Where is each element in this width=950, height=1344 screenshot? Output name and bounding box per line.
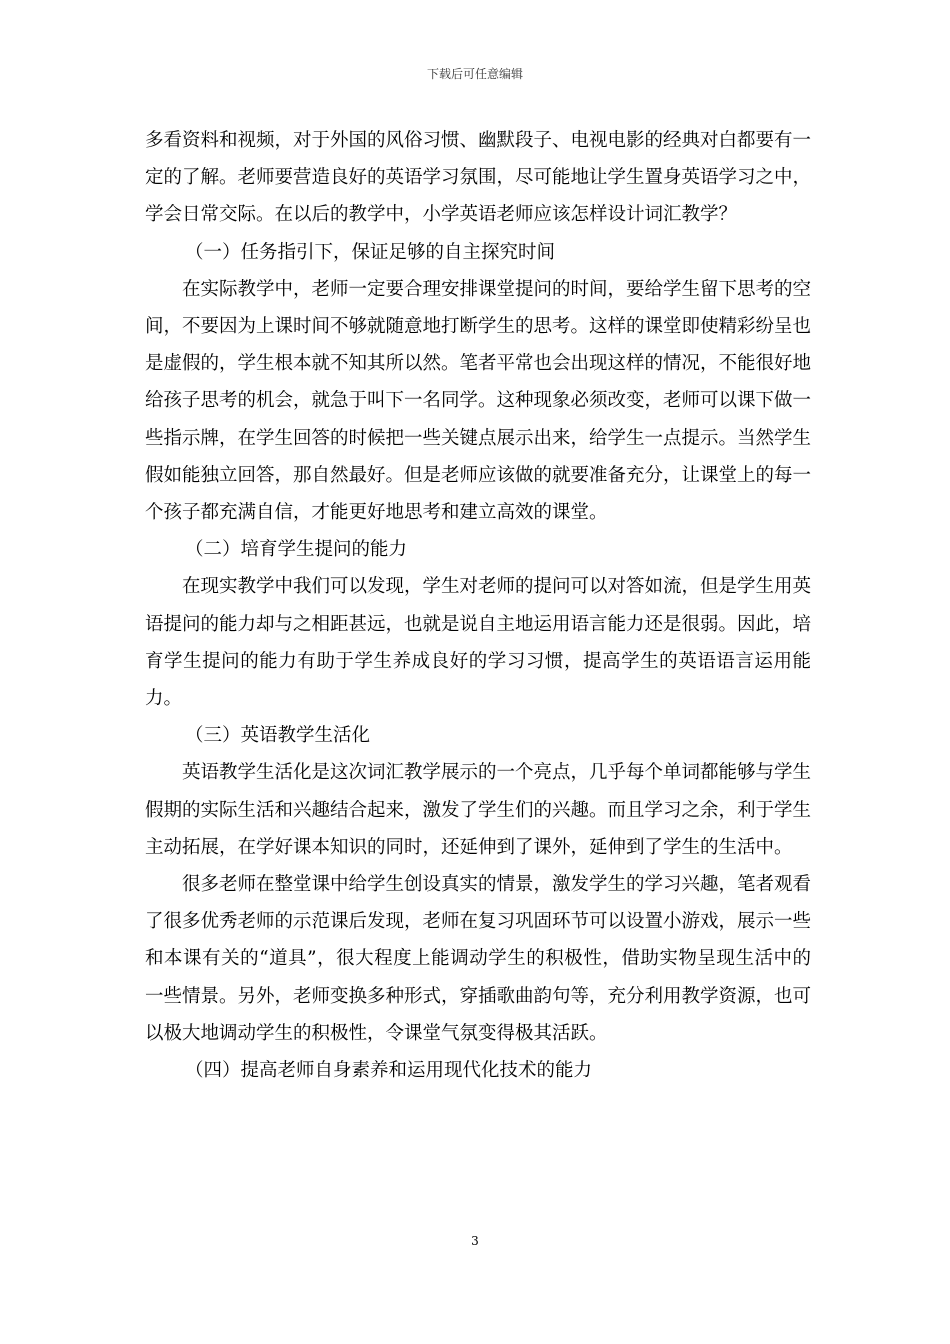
section-heading-4: （四）提高老师自身素养和运用现代化技术的能力 (185, 1060, 593, 1082)
section-heading-1: （一）任务指引下，保证足够的自主探究时间 (185, 241, 556, 263)
paragraph-section-3b: 很多老师在整堂课中给学生创设真实的情景，激发学生的学习兴趣，笔者观看了很多优秀老师的示范课后发现，老师在复习巩固环节可以设置小游戏，展示一些和本课有关的“道具”，很大程度上能调动学生的积极性，借助实物呈现生活中的一些情景。另外，老师变换多种形式，穿插歌曲韵句等，充分利用教学资源，也可以极大地调动学生的积极性，令课堂气氛变得极其活跃。 (145, 874, 812, 1044)
section-heading-3: （三）英语教学生活化 (185, 725, 371, 747)
paragraph-section-1: 在实际教学中，老师一定要合理安排课堂提问的时间，要给学生留下思考的空间，不要因为上课时间不够就随意地打断学生的思考。这样的课堂即使精彩纷呈也是虚假的，学生根本就不知其所以然。笔者平常也会出现这样的情况，不能很好地给孩子思考的机会，就急于叫下一名同学。这种现象必须改变，老师可以课下做一些指示牌，在学生回答的时候把一些关键点展示出来，给学生一点提示。当然学生假如能独立回答，那自然最好。但是老师应该做的就要准备充分，让课堂上的每一个孩子都充满自信，才能更好地思考和建立高效的课堂。 (145, 278, 812, 524)
paragraph-section-3a: 英语教学生活化是这次词汇教学展示的一个亮点，几乎每个单词都能够与学生假期的实际生活和兴趣结合起来，激发了学生们的兴趣。而且学习之余，利于学生主动拓展，在学好课本知识的同时，还延伸到了课外，延伸到了学生的生活中。 (145, 762, 812, 858)
page-header: 下载后可任意编辑 (426, 67, 523, 81)
paragraph-section-2: 在现实教学中我们可以发现，学生对老师的提问可以对答如流，但是学生用英语提问的能力却与之相距甚远，也就是说自主地运用语言能力还是很弱。因此，培育学生提问的能力有助于学生养成良好的学习习惯，提高学生的英语语言运用能力。 (145, 576, 812, 710)
section-heading-2: （二）培育学生提问的能力 (185, 539, 408, 561)
document-body (145, 122, 811, 1089)
paragraph-continuation: 多看资料和视频，对于外国的风俗习惯、幽默段子、电视电影的经典对白都要有一定的了解。老师要营造良好的英语学习氛围，尽可能地让学生置身英语学习之中，学会日常交际。在以后的教学中，小学英语老师应该怎样设计词汇教学？ (145, 130, 812, 226)
page-number: 3 (471, 1234, 479, 1248)
